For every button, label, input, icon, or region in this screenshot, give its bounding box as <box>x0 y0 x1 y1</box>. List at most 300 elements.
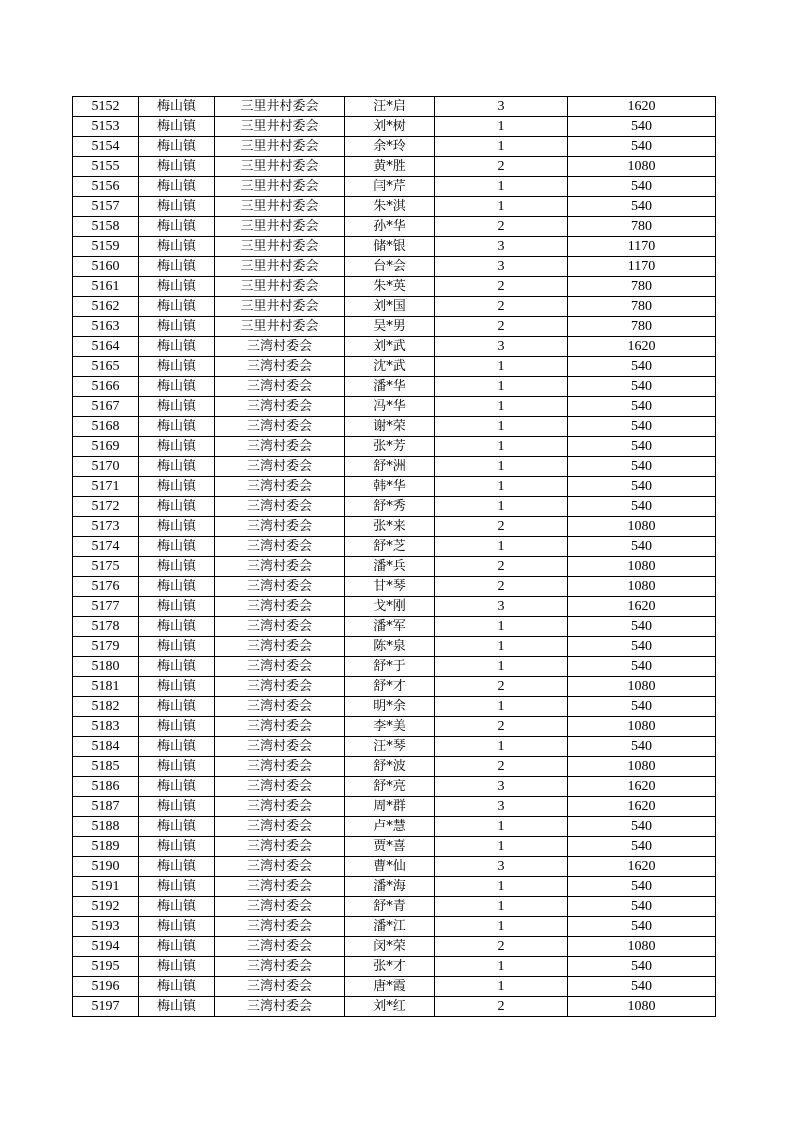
row-number-cell: 5178 <box>73 617 139 637</box>
household-count-cell: 3 <box>435 97 568 117</box>
village-committee-cell: 三里井村委会 <box>215 177 345 197</box>
table-row <box>73 477 716 497</box>
table-row <box>73 957 716 977</box>
household-count-cell: 2 <box>435 677 568 697</box>
town-cell: 梅山镇 <box>139 677 215 697</box>
household-count-cell: 2 <box>435 317 568 337</box>
name-cell: 沈*武 <box>345 357 435 377</box>
table-row <box>73 717 716 737</box>
amount-cell: 1080 <box>568 677 716 697</box>
village-committee-cell: 三湾村委会 <box>215 537 345 557</box>
household-count-cell: 1 <box>435 737 568 757</box>
name-cell: 卢*慧 <box>345 817 435 837</box>
table-row <box>73 977 716 997</box>
town-cell: 梅山镇 <box>139 997 215 1017</box>
name-cell: 谢*荣 <box>345 417 435 437</box>
name-cell: 舒*才 <box>345 677 435 697</box>
village-committee-cell: 三湾村委会 <box>215 737 345 757</box>
name-cell: 闵*荣 <box>345 937 435 957</box>
village-committee-cell: 三湾村委会 <box>215 477 345 497</box>
name-cell: 明*余 <box>345 697 435 717</box>
village-committee-cell: 三湾村委会 <box>215 817 345 837</box>
table-row <box>73 897 716 917</box>
village-committee-cell: 三湾村委会 <box>215 337 345 357</box>
row-number-cell: 5171 <box>73 477 139 497</box>
name-cell: 曹*仙 <box>345 857 435 877</box>
table-row <box>73 697 716 717</box>
amount-cell: 780 <box>568 297 716 317</box>
row-number-cell: 5167 <box>73 397 139 417</box>
village-committee-cell: 三里井村委会 <box>215 217 345 237</box>
name-cell: 舒*秀 <box>345 497 435 517</box>
amount-cell: 540 <box>568 617 716 637</box>
village-committee-cell: 三湾村委会 <box>215 977 345 997</box>
row-number-cell: 5157 <box>73 197 139 217</box>
household-count-cell: 1 <box>435 117 568 137</box>
table-row <box>73 277 716 297</box>
household-count-cell: 2 <box>435 757 568 777</box>
subsidy-table <box>72 96 716 1017</box>
table-row <box>73 517 716 537</box>
row-number-cell: 5155 <box>73 157 139 177</box>
name-cell: 陈*泉 <box>345 637 435 657</box>
village-committee-cell: 三湾村委会 <box>215 657 345 677</box>
household-count-cell: 1 <box>435 657 568 677</box>
village-committee-cell: 三湾村委会 <box>215 677 345 697</box>
household-count-cell: 1 <box>435 837 568 857</box>
town-cell: 梅山镇 <box>139 897 215 917</box>
amount-cell: 540 <box>568 537 716 557</box>
town-cell: 梅山镇 <box>139 817 215 837</box>
amount-cell: 1170 <box>568 257 716 277</box>
amount-cell: 1080 <box>568 577 716 597</box>
name-cell: 刘*树 <box>345 117 435 137</box>
town-cell: 梅山镇 <box>139 397 215 417</box>
row-number-cell: 5187 <box>73 797 139 817</box>
amount-cell: 1620 <box>568 597 716 617</box>
household-count-cell: 1 <box>435 417 568 437</box>
town-cell: 梅山镇 <box>139 777 215 797</box>
household-count-cell: 2 <box>435 157 568 177</box>
table-row <box>73 857 716 877</box>
row-number-cell: 5197 <box>73 997 139 1017</box>
village-committee-cell: 三里井村委会 <box>215 297 345 317</box>
amount-cell: 540 <box>568 457 716 477</box>
village-committee-cell: 三湾村委会 <box>215 697 345 717</box>
town-cell: 梅山镇 <box>139 917 215 937</box>
village-committee-cell: 三里井村委会 <box>215 197 345 217</box>
name-cell: 汪*琴 <box>345 737 435 757</box>
village-committee-cell: 三湾村委会 <box>215 377 345 397</box>
row-number-cell: 5170 <box>73 457 139 477</box>
town-cell: 梅山镇 <box>139 717 215 737</box>
amount-cell: 1170 <box>568 237 716 257</box>
row-number-cell: 5158 <box>73 217 139 237</box>
town-cell: 梅山镇 <box>139 857 215 877</box>
village-committee-cell: 三湾村委会 <box>215 497 345 517</box>
row-number-cell: 5174 <box>73 537 139 557</box>
village-committee-cell: 三里井村委会 <box>215 317 345 337</box>
row-number-cell: 5165 <box>73 357 139 377</box>
row-number-cell: 5186 <box>73 777 139 797</box>
name-cell: 刘*国 <box>345 297 435 317</box>
town-cell: 梅山镇 <box>139 97 215 117</box>
village-committee-cell: 三湾村委会 <box>215 457 345 477</box>
amount-cell: 540 <box>568 377 716 397</box>
amount-cell: 540 <box>568 817 716 837</box>
name-cell: 舒*洲 <box>345 457 435 477</box>
name-cell: 朱*淇 <box>345 197 435 217</box>
household-count-cell: 1 <box>435 697 568 717</box>
table-row <box>73 917 716 937</box>
household-count-cell: 1 <box>435 457 568 477</box>
row-number-cell: 5195 <box>73 957 139 977</box>
name-cell: 刘*红 <box>345 997 435 1017</box>
amount-cell: 540 <box>568 637 716 657</box>
name-cell: 贾*喜 <box>345 837 435 857</box>
name-cell: 舒*芝 <box>345 537 435 557</box>
table-row <box>73 317 716 337</box>
row-number-cell: 5191 <box>73 877 139 897</box>
amount-cell: 1620 <box>568 797 716 817</box>
village-committee-cell: 三湾村委会 <box>215 557 345 577</box>
row-number-cell: 5163 <box>73 317 139 337</box>
amount-cell: 1620 <box>568 857 716 877</box>
village-committee-cell: 三湾村委会 <box>215 357 345 377</box>
table-body <box>73 97 716 1017</box>
row-number-cell: 5183 <box>73 717 139 737</box>
name-cell: 闫*芹 <box>345 177 435 197</box>
amount-cell: 1080 <box>568 997 716 1017</box>
amount-cell: 1080 <box>568 717 716 737</box>
household-count-cell: 2 <box>435 997 568 1017</box>
name-cell: 孙*华 <box>345 217 435 237</box>
household-count-cell: 2 <box>435 517 568 537</box>
town-cell: 梅山镇 <box>139 577 215 597</box>
table-row <box>73 297 716 317</box>
amount-cell: 1080 <box>568 157 716 177</box>
household-count-cell: 1 <box>435 497 568 517</box>
table-row <box>73 537 716 557</box>
row-number-cell: 5192 <box>73 897 139 917</box>
household-count-cell: 1 <box>435 197 568 217</box>
row-number-cell: 5175 <box>73 557 139 577</box>
household-count-cell: 1 <box>435 617 568 637</box>
village-committee-cell: 三湾村委会 <box>215 937 345 957</box>
name-cell: 张*芳 <box>345 437 435 457</box>
village-committee-cell: 三湾村委会 <box>215 797 345 817</box>
amount-cell: 1080 <box>568 757 716 777</box>
village-committee-cell: 三湾村委会 <box>215 877 345 897</box>
amount-cell: 1080 <box>568 517 716 537</box>
row-number-cell: 5177 <box>73 597 139 617</box>
household-count-cell: 2 <box>435 277 568 297</box>
name-cell: 潘*江 <box>345 917 435 937</box>
amount-cell: 540 <box>568 657 716 677</box>
household-count-cell: 2 <box>435 557 568 577</box>
amount-cell: 540 <box>568 497 716 517</box>
amount-cell: 1620 <box>568 337 716 357</box>
household-count-cell: 1 <box>435 877 568 897</box>
table-row <box>73 417 716 437</box>
household-count-cell: 1 <box>435 637 568 657</box>
household-count-cell: 1 <box>435 957 568 977</box>
table-row <box>73 837 716 857</box>
village-committee-cell: 三湾村委会 <box>215 437 345 457</box>
row-number-cell: 5153 <box>73 117 139 137</box>
household-count-cell: 1 <box>435 377 568 397</box>
town-cell: 梅山镇 <box>139 457 215 477</box>
amount-cell: 1620 <box>568 777 716 797</box>
row-number-cell: 5169 <box>73 437 139 457</box>
table-row <box>73 157 716 177</box>
town-cell: 梅山镇 <box>139 117 215 137</box>
amount-cell: 540 <box>568 897 716 917</box>
table-row <box>73 997 716 1017</box>
household-count-cell: 2 <box>435 937 568 957</box>
village-committee-cell: 三湾村委会 <box>215 857 345 877</box>
row-number-cell: 5194 <box>73 937 139 957</box>
town-cell: 梅山镇 <box>139 197 215 217</box>
table-row <box>73 777 716 797</box>
table-row <box>73 497 716 517</box>
town-cell: 梅山镇 <box>139 977 215 997</box>
household-count-cell: 3 <box>435 597 568 617</box>
row-number-cell: 5193 <box>73 917 139 937</box>
household-count-cell: 3 <box>435 337 568 357</box>
town-cell: 梅山镇 <box>139 737 215 757</box>
town-cell: 梅山镇 <box>139 337 215 357</box>
table-row <box>73 137 716 157</box>
row-number-cell: 5180 <box>73 657 139 677</box>
table-row <box>73 797 716 817</box>
household-count-cell: 1 <box>435 917 568 937</box>
table-row <box>73 817 716 837</box>
amount-cell: 540 <box>568 837 716 857</box>
row-number-cell: 5159 <box>73 237 139 257</box>
table-row <box>73 637 716 657</box>
village-committee-cell: 三湾村委会 <box>215 617 345 637</box>
name-cell: 潘*海 <box>345 877 435 897</box>
village-committee-cell: 三湾村委会 <box>215 717 345 737</box>
village-committee-cell: 三湾村委会 <box>215 897 345 917</box>
household-count-cell: 3 <box>435 777 568 797</box>
name-cell: 储*银 <box>345 237 435 257</box>
row-number-cell: 5189 <box>73 837 139 857</box>
table-row <box>73 577 716 597</box>
name-cell: 黄*胜 <box>345 157 435 177</box>
table-row <box>73 557 716 577</box>
table-row <box>73 377 716 397</box>
name-cell: 舒*亮 <box>345 777 435 797</box>
name-cell: 潘*华 <box>345 377 435 397</box>
amount-cell: 540 <box>568 437 716 457</box>
name-cell: 韩*华 <box>345 477 435 497</box>
household-count-cell: 2 <box>435 577 568 597</box>
town-cell: 梅山镇 <box>139 297 215 317</box>
row-number-cell: 5196 <box>73 977 139 997</box>
town-cell: 梅山镇 <box>139 417 215 437</box>
town-cell: 梅山镇 <box>139 357 215 377</box>
village-committee-cell: 三湾村委会 <box>215 397 345 417</box>
village-committee-cell: 三湾村委会 <box>215 417 345 437</box>
town-cell: 梅山镇 <box>139 217 215 237</box>
town-cell: 梅山镇 <box>139 657 215 677</box>
town-cell: 梅山镇 <box>139 757 215 777</box>
amount-cell: 540 <box>568 877 716 897</box>
name-cell: 台*会 <box>345 257 435 277</box>
row-number-cell: 5182 <box>73 697 139 717</box>
table-row <box>73 237 716 257</box>
row-number-cell: 5181 <box>73 677 139 697</box>
table-row <box>73 677 716 697</box>
row-number-cell: 5173 <box>73 517 139 537</box>
town-cell: 梅山镇 <box>139 957 215 977</box>
table-row <box>73 217 716 237</box>
town-cell: 梅山镇 <box>139 637 215 657</box>
row-number-cell: 5185 <box>73 757 139 777</box>
row-number-cell: 5172 <box>73 497 139 517</box>
town-cell: 梅山镇 <box>139 377 215 397</box>
town-cell: 梅山镇 <box>139 137 215 157</box>
household-count-cell: 1 <box>435 977 568 997</box>
village-committee-cell: 三里井村委会 <box>215 97 345 117</box>
household-count-cell: 1 <box>435 177 568 197</box>
name-cell: 汪*启 <box>345 97 435 117</box>
name-cell: 吴*男 <box>345 317 435 337</box>
table-row <box>73 457 716 477</box>
village-committee-cell: 三湾村委会 <box>215 517 345 537</box>
name-cell: 张*才 <box>345 957 435 977</box>
amount-cell: 1080 <box>568 937 716 957</box>
row-number-cell: 5179 <box>73 637 139 657</box>
amount-cell: 540 <box>568 137 716 157</box>
table-row <box>73 757 716 777</box>
town-cell: 梅山镇 <box>139 257 215 277</box>
household-count-cell: 3 <box>435 857 568 877</box>
table-row <box>73 97 716 117</box>
name-cell: 唐*霞 <box>345 977 435 997</box>
amount-cell: 540 <box>568 977 716 997</box>
name-cell: 李*美 <box>345 717 435 737</box>
village-committee-cell: 三湾村委会 <box>215 757 345 777</box>
town-cell: 梅山镇 <box>139 237 215 257</box>
household-count-cell: 1 <box>435 897 568 917</box>
household-count-cell: 2 <box>435 297 568 317</box>
amount-cell: 780 <box>568 317 716 337</box>
amount-cell: 780 <box>568 277 716 297</box>
village-committee-cell: 三湾村委会 <box>215 637 345 657</box>
village-committee-cell: 三里井村委会 <box>215 257 345 277</box>
row-number-cell: 5154 <box>73 137 139 157</box>
amount-cell: 540 <box>568 917 716 937</box>
household-count-cell: 3 <box>435 257 568 277</box>
village-committee-cell: 三湾村委会 <box>215 957 345 977</box>
row-number-cell: 5176 <box>73 577 139 597</box>
village-committee-cell: 三里井村委会 <box>215 157 345 177</box>
amount-cell: 780 <box>568 217 716 237</box>
town-cell: 梅山镇 <box>139 617 215 637</box>
town-cell: 梅山镇 <box>139 157 215 177</box>
town-cell: 梅山镇 <box>139 497 215 517</box>
row-number-cell: 5156 <box>73 177 139 197</box>
town-cell: 梅山镇 <box>139 837 215 857</box>
row-number-cell: 5190 <box>73 857 139 877</box>
row-number-cell: 5168 <box>73 417 139 437</box>
village-committee-cell: 三里井村委会 <box>215 237 345 257</box>
town-cell: 梅山镇 <box>139 797 215 817</box>
household-count-cell: 2 <box>435 217 568 237</box>
village-committee-cell: 三湾村委会 <box>215 917 345 937</box>
name-cell: 余*玲 <box>345 137 435 157</box>
town-cell: 梅山镇 <box>139 277 215 297</box>
town-cell: 梅山镇 <box>139 877 215 897</box>
row-number-cell: 5184 <box>73 737 139 757</box>
town-cell: 梅山镇 <box>139 537 215 557</box>
table-row <box>73 937 716 957</box>
amount-cell: 540 <box>568 417 716 437</box>
table-row <box>73 257 716 277</box>
name-cell: 朱*英 <box>345 277 435 297</box>
town-cell: 梅山镇 <box>139 317 215 337</box>
amount-cell: 1080 <box>568 557 716 577</box>
name-cell: 刘*武 <box>345 337 435 357</box>
household-count-cell: 1 <box>435 357 568 377</box>
household-count-cell: 1 <box>435 537 568 557</box>
row-number-cell: 5160 <box>73 257 139 277</box>
row-number-cell: 5161 <box>73 277 139 297</box>
row-number-cell: 5166 <box>73 377 139 397</box>
village-committee-cell: 三里井村委会 <box>215 277 345 297</box>
town-cell: 梅山镇 <box>139 597 215 617</box>
row-number-cell: 5164 <box>73 337 139 357</box>
row-number-cell: 5152 <box>73 97 139 117</box>
table-row <box>73 657 716 677</box>
town-cell: 梅山镇 <box>139 557 215 577</box>
household-count-cell: 1 <box>435 477 568 497</box>
amount-cell: 540 <box>568 117 716 137</box>
village-committee-cell: 三里井村委会 <box>215 117 345 137</box>
row-number-cell: 5162 <box>73 297 139 317</box>
town-cell: 梅山镇 <box>139 517 215 537</box>
amount-cell: 540 <box>568 177 716 197</box>
household-count-cell: 1 <box>435 817 568 837</box>
village-committee-cell: 三湾村委会 <box>215 777 345 797</box>
table-row <box>73 357 716 377</box>
name-cell: 潘*兵 <box>345 557 435 577</box>
amount-cell: 540 <box>568 737 716 757</box>
table-row <box>73 617 716 637</box>
table-row <box>73 177 716 197</box>
table-row <box>73 597 716 617</box>
table-row <box>73 397 716 417</box>
household-count-cell: 1 <box>435 397 568 417</box>
village-committee-cell: 三湾村委会 <box>215 837 345 857</box>
name-cell: 冯*华 <box>345 397 435 417</box>
village-committee-cell: 三湾村委会 <box>215 597 345 617</box>
town-cell: 梅山镇 <box>139 437 215 457</box>
town-cell: 梅山镇 <box>139 697 215 717</box>
amount-cell: 1620 <box>568 97 716 117</box>
name-cell: 舒*青 <box>345 897 435 917</box>
household-count-cell: 2 <box>435 717 568 737</box>
village-committee-cell: 三湾村委会 <box>215 577 345 597</box>
name-cell: 周*群 <box>345 797 435 817</box>
table-row <box>73 877 716 897</box>
household-count-cell: 3 <box>435 237 568 257</box>
table-row <box>73 737 716 757</box>
name-cell: 戈*刚 <box>345 597 435 617</box>
